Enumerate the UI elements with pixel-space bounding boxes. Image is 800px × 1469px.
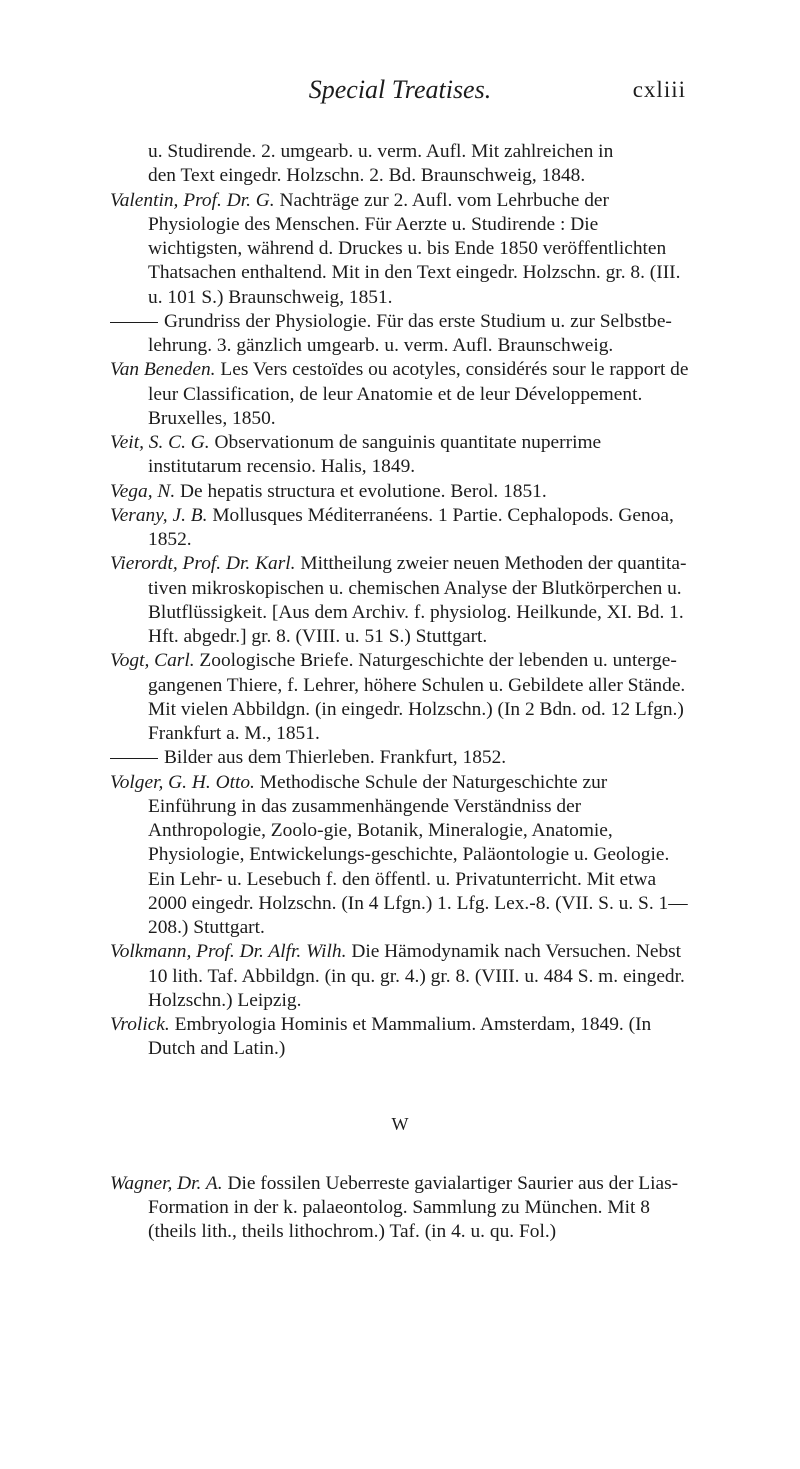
author: Verany, J. B.	[110, 504, 208, 526]
bib-entry	[110, 649, 690, 746]
author: Vega, N.	[110, 480, 176, 502]
entry-text: Grundriss der Physiologie. Für das erste Studium u. zur Selbstbe-lehrung. 3. gänzlich umgearb. u. verm. Aufl. Braunschweig.	[148, 310, 672, 356]
entry-text: Les Vers cestoïdes ou acotyles, considérés sour le rapport de leur Classification, de leur Anatomie et de leur Développement. Bruxelles, 1850.	[148, 359, 689, 429]
author: Valentin, Prof. Dr. G.	[110, 189, 275, 211]
entry-text: Embryologia Hominis et Mammalium. Amsterdam, 1849. (In Dutch and Latin.)	[148, 1014, 652, 1060]
entry-text: Methodische Schule der Naturgeschichte zur Einführung in das zusammenhängende Verständniss der Anthropologie, Zoolo-gie, Botanik, Mineralogie, Anatomie, Physiologie, Entwickelungs-geschichte, Paläontologie u. Geologie. Ein Lehr- u. Lesebuch f. den öffentl. u. Privatunterricht. Mit etwa 2000 eingedr. Holzschn. (In 4 Lfgn.) 1. Lfg. Lex.-8. (VII. S. u. S. 1—208.) Stuttgart.	[148, 771, 688, 938]
author: Vrolick.	[110, 1014, 170, 1035]
entry-text: De hepatis structura et evolutione. Berol. 1851.	[175, 480, 547, 502]
text-line: den Text eingedr. Holzschn. 2. Bd. Braunschweig, 1848.	[148, 165, 586, 187]
bibliography-body	[110, 140, 690, 1245]
entry-text: Die Hämodynamik nach Versuchen. Nebst 10 lith. Taf. Abbildgn. (in qu. gr. 4.) gr. 8. (VIII. u. 484 S. m. eingedr. Holzschn.) Leipzig.	[148, 941, 685, 1011]
bib-entry	[110, 358, 690, 431]
bib-entry	[110, 189, 690, 310]
running-header	[0, 75, 800, 115]
author: Van Beneden.	[110, 359, 216, 381]
continued-entry	[110, 140, 690, 189]
author: Veit, S. C. G.	[110, 432, 210, 453]
running-title: Special Treatises.	[308, 75, 492, 104]
entry-text: Mollusques Méditerranéens. 1 Partie. Cephalopods. Genoa, 1852.	[148, 504, 674, 550]
author: Volkmann, Prof. Dr. Alfr. Wilh.	[110, 941, 347, 963]
bib-entry	[110, 746, 690, 770]
entry-text: Die fossilen Ueberreste gavialartiger Saurier aus der Lias-Formation in der k. palaeontolog. Sammlung zu München. Mit 8 (theils lith., theils lithochrom.) Taf. (in 4. u. qu. Fol.)	[148, 1172, 679, 1243]
bib-entry	[110, 771, 690, 941]
bib-entry	[110, 1013, 690, 1062]
text-line: u. Studirende. 2. umgearb. u. verm. Aufl. Mit zahlreichen in	[148, 141, 614, 162]
bib-entry	[110, 310, 690, 359]
page-number: cxliii	[632, 77, 686, 102]
entry-text: Mittheilung zweier neuen Methoden der quantita-tiven mikroskopischen u. chemischen Analyse der Blutkörperchen u. Blutflüssigkeit. [Aus dem Archiv. f. physiolog. Heilkunde, XI. Bd. 1. Hft. abgedr.] gr. 8. (VIII. u. 51 S.) Stuttgart.	[148, 553, 687, 647]
bib-entry	[110, 480, 690, 504]
entry-text: Zoologische Briefe. Naturgeschichte der lebenden u. unterge-gangenen Thiere, f. Lehrer, höhere Schulen u. Gebildete aller Stände. Mit vielen Abbildgn. (in eingedr. Holzschn.) (In 2 Bdn. od. 12 Lfgn.) Frankfurt a. M., 1851.	[148, 650, 686, 744]
author: Wagner, Dr. A.	[110, 1172, 223, 1194]
bib-entry	[110, 1172, 690, 1245]
bib-entry	[110, 504, 690, 553]
entry-text: Bilder aus dem Thierleben. Frankfurt, 1852.	[164, 747, 507, 769]
bib-entry	[110, 552, 690, 649]
ditto-dash	[110, 758, 158, 759]
author: Volger, G. H. Otto.	[110, 771, 255, 793]
section-letter: W	[391, 1113, 409, 1134]
bib-entry	[110, 431, 690, 480]
author: Vogt, Carl.	[110, 650, 195, 672]
ditto-dash	[110, 322, 158, 323]
entry-text: Observationum de sanguinis quantitate nuperrime institutarum recensio. Halis, 1849.	[148, 432, 602, 478]
entry-text: Nachträge zur 2. Aufl. vom Lehrbuche der Physiologie des Menschen. Für Aerzte u. Studirende : Die wichtigsten, während d. Druckes u. bis Ende 1850 veröffentlichten Thatsachen enthaltend. Mit in den Text eingedr. Holzschn. gr. 8. (III. u. 101 S.) Braunschweig, 1851.	[148, 189, 681, 308]
bib-entry	[110, 940, 690, 1013]
author: Vierordt, Prof. Dr. Karl.	[110, 553, 296, 575]
